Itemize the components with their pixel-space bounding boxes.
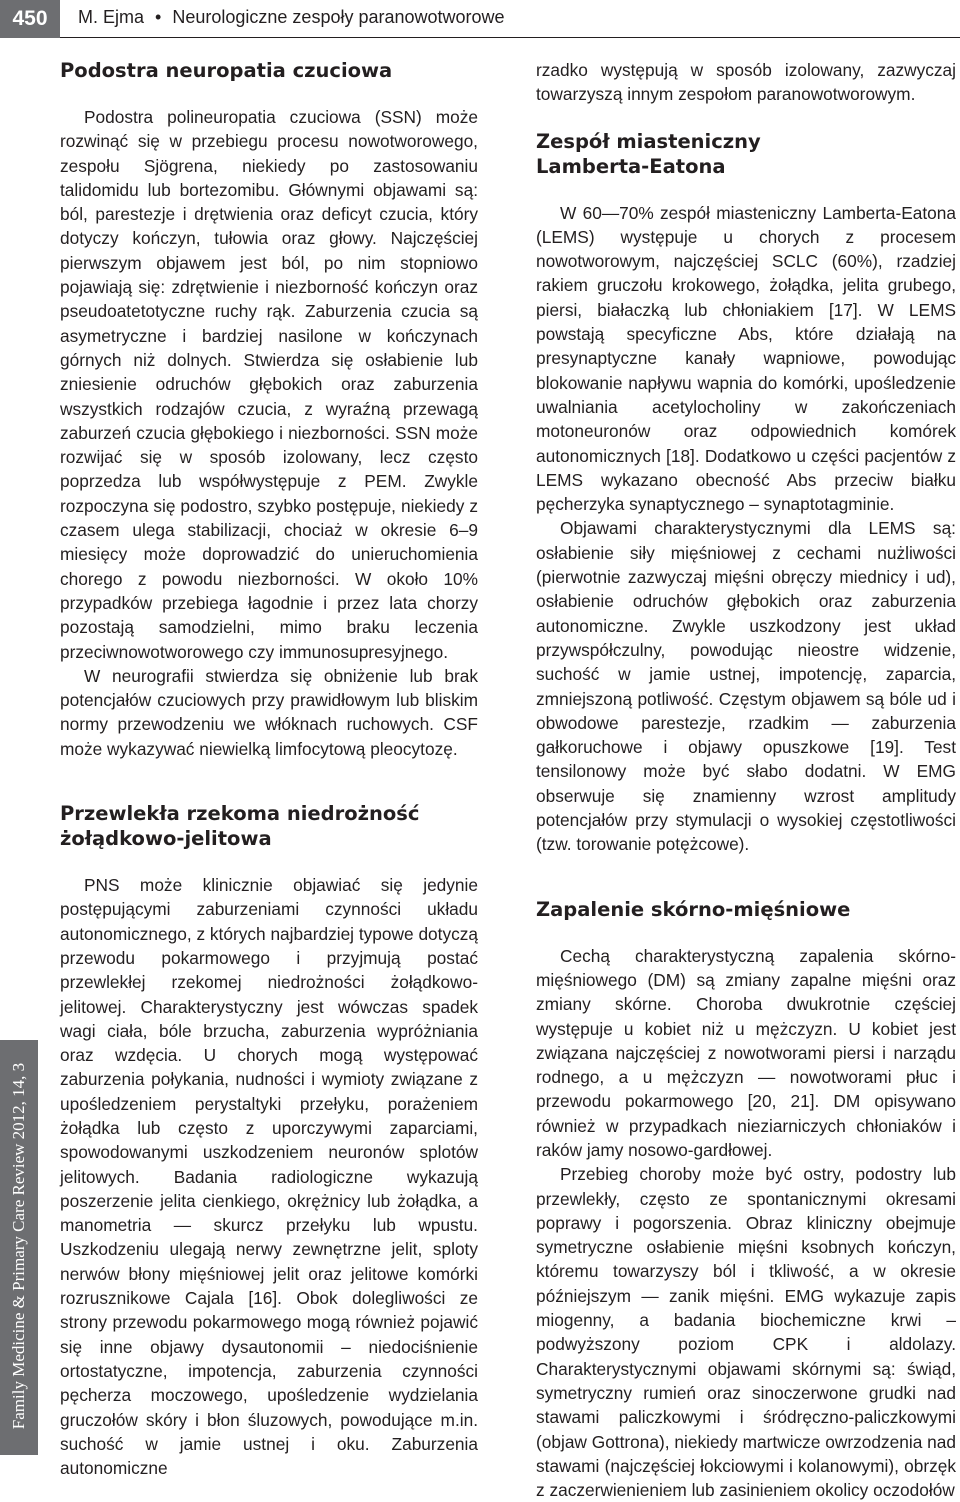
paragraph-continuation: rzadko występują w sposób izolowany, zazwyczaj towarzyszą innym zespołom paranowotworowym. [536,60,956,105]
section-heading-dermatomyositis: Zapalenie skórno-mięśniowe [536,897,851,921]
running-head-title: Neurologiczne zespoły paranowotworowe [172,7,505,27]
paragraph: W 60—70% zespół miasteniczny Lamberta-Eatona (LEMS) występuje u chorych z procesem nowotworowym, najczęściej SCLC (60%), rzadziej rakiem gruczołu krokowego, żołądka, jelita grubego, piersi, białaczką lub chłoniakiem [17]. W LEMS powstają specyficzne Abs, które działają na presynaptyczne kanały wapniowe, powodując blokowanie napływu wapnia do komórki, upośledzenie uwalniania acetylocholiny w zakończeniach motoneuronów oraz odpowiednich komórek autonomicznych [18]. Dodatkowo u części pacjentów z LEMS wykazano obecność Abs przeciw białku pęcherzyka synaptycznego – synaptotagminie. [536,202,956,515]
journal-side-label: Family Medicine & Primary Care Review 2012, 14, 3 [9,1062,28,1430]
bullet-separator: • [155,7,162,27]
running-header [0,0,960,38]
paragraph: W neurografii stwierdza się obniżenie lub brak potencjałów czuciowych przy prawidłowym lub bliskim normy przewodzeniu we włóknach ruchowych. CSF może wykazywać niewielką limfocytową pleocytozę. [60,665,478,759]
paragraph: PNS może klinicznie objawiać się jedynie postępującymi zaburzeniami czynności układu autonomicznego, z których najbardziej typowe dotyczą przewodu pokarmowego i przyjmują postać przewlekłej rzekomej niedrożności żołądkowo-jelitowej. Charakterystyczny jest wówczas spadek wagi ciała, bóle brzucha, zaburzenia wypróżniania oraz wzdęcia. U chorych mogą występować zaburzenia połykania, nudności i wymioty związane z upośledzeniem perystaltyki przełyku, porażeniem żołądka lub często z uporczywymi zaparciami, spowodowanymi uszkodzeniem neuronów splotów jelitowych. Badania radiologiczne wykazują poszerzenie jelita cienkiego, okrężnicy lub żołądka, a manometria — skurcz przełyku lub wpustu. Uszkodzeniu ulegają nerwy zewnętrzne jelit, sploty nerwów błony mięśniowej jelit oraz jelitowe komórki rozrusznikowe Cajala [16]. Obok dolegliwości ze strony przewodu pokarmowego mogą również pojawić się inne objawy dysautonomii – niedociśnienie ortostatyczne, impotencja, zaburzenia czynności pęcherza moczowego, upośledzenie wydzielania gruczołów skóry i błon śluzowych, powodujące m.in. suchość w jamie ustnej i oku. Zaburzenia autonomiczne [60,875,478,1479]
section-heading-lems-line2: Lamberta-Eatona [536,154,726,178]
right-column [536,58,956,1502]
paragraph: Cechą charakterystyczną zapalenia skórno-mięśniowego (DM) są zmiany zapalne mięśni oraz zmiany skórne. Choroba dwukrotnie częściej występuje u kobiet niż u mężczyzn. U kobiet jest związana najczęściej z nowotworami piersi i narządu rodnego, a u mężczyzn — nowotworami płuc i przewodu pokarmowego [20, 21]. DM opisywano również w przypadkach nieziarniczych chłoniaków i raków jamy nosowo-gardłowej. [536,945,956,1160]
left-column [60,58,478,1480]
section-heading-subacute-sensory-neuropathy: Podostra neuropatia czuciowa [60,59,393,82]
section-heading-lems [536,129,956,179]
running-head [78,7,505,28]
paragraph: Objawami charakterystycznymi dla LEMS są: osłabienie siły mięśniowej z cechami nużliwości (pierwotnie zazwyczaj mięśni obręczy miednicy i ud), osłabienie odruchów głębokich oraz zaburzenia autonomiczne. Zwykle uszkodzony jest układ przywspółczulny, powodując nieostre widzenie, suchość w jamie ustnej, impotencję, zaparcia, zmniejszoną potliwość. Częstym objawem są bóle ud i obwodowe parestezje, rzadkim — zaburzenia gałkoruchowe i objawy opuszkowe [19]. Test tensilonowy może być słabo dodatni. W EMG obserwuje się znamienny wzrost amplitudy potencjałów przy stymulacji o wysokiej częstotliwości (tzw. torowanie potężcowe). [536,518,956,855]
running-head-author: M. Ejma [78,7,145,27]
section-heading-lems-line1: Zespół miasteniczny [536,129,761,153]
paragraph: Przebieg choroby może być ostry, podostry lub przewlekły, często ze spontanicznymi okresami poprawy i pogorszenia. Obraz kliniczny obejmuje symetryczne osłabienie mięśni ksobnych kończyn, któremu towarzyszy ból i tkliwość, a w okresie późniejszym — zanik mięśni. EMG wykazuje zapis miogenny, a badania biochemiczne krwi – podwyższony poziom CPK i aldolazy. Charakterystycznymi objawami skórnymi są: świąd, symetryczny rumień oraz sinoczerwone grudki nad stawami paliczkowymi i śródręczno-paliczkowymi (objaw Gottrona), niekiedy martwicze owrzodzenia nad stawami (najczęściej łokciowymi i kolanowymi), obrzęk z zaczerwienieniem lub zasinieniem okolicy oczodołów [536,1164,956,1501]
page-number: 450 [0,0,60,38]
section-heading-intestinal-pseudo-obstruction: Przewlekła rzekoma niedrożność żołądkowo-jelitowa [60,802,420,851]
paragraph: Podostra polineuropatia czuciowa (SSN) może rozwinąć się w przebiegu procesu nowotworowego, zespołu Sjögrena, niekiedy po zastosowaniu talidomidu lub bortezomibu. Głównymi objawami są: ból, parestezje i drętwienia oraz deficyt czucia, który dotyczy kończyn, tułowia oraz głowy. Najczęściej pierwszym objawem jest ból, po nim stopniowo pojawiają się: zdrętwienie i niezborność kończyn oraz pseudoatetotyczne ruchy rąk. Zaburzenia czucia są asymetryczne i bardziej nasilone w kończynach górnych niż dolnych. Stwierdza się osłabienie lub zniesienie odruchów głębokich oraz zaburzenia wszystkich rodzajów czucia, z wyraźną przewagą zaburzeń czucia głębokiego i niezborności. SSN może rozwijać się w sposób izolowany, lecz często poprzedza lub współwystępuje z PEM. Zwykle rozpoczyna się podostro, szybko postępuje, niekiedy z czasem ulega stabilizacji, chociaż w okresie 6–9 miesięcy może doprowadzić do unieruchomienia chorego z powodu niezborności. W około 10% przypadków przebiega łagodnie i przez lata chorzy pozostają samodzielni, mimo braku leczenia przeciwnowotworowego czy immunosupresyjnego. [60,107,478,662]
